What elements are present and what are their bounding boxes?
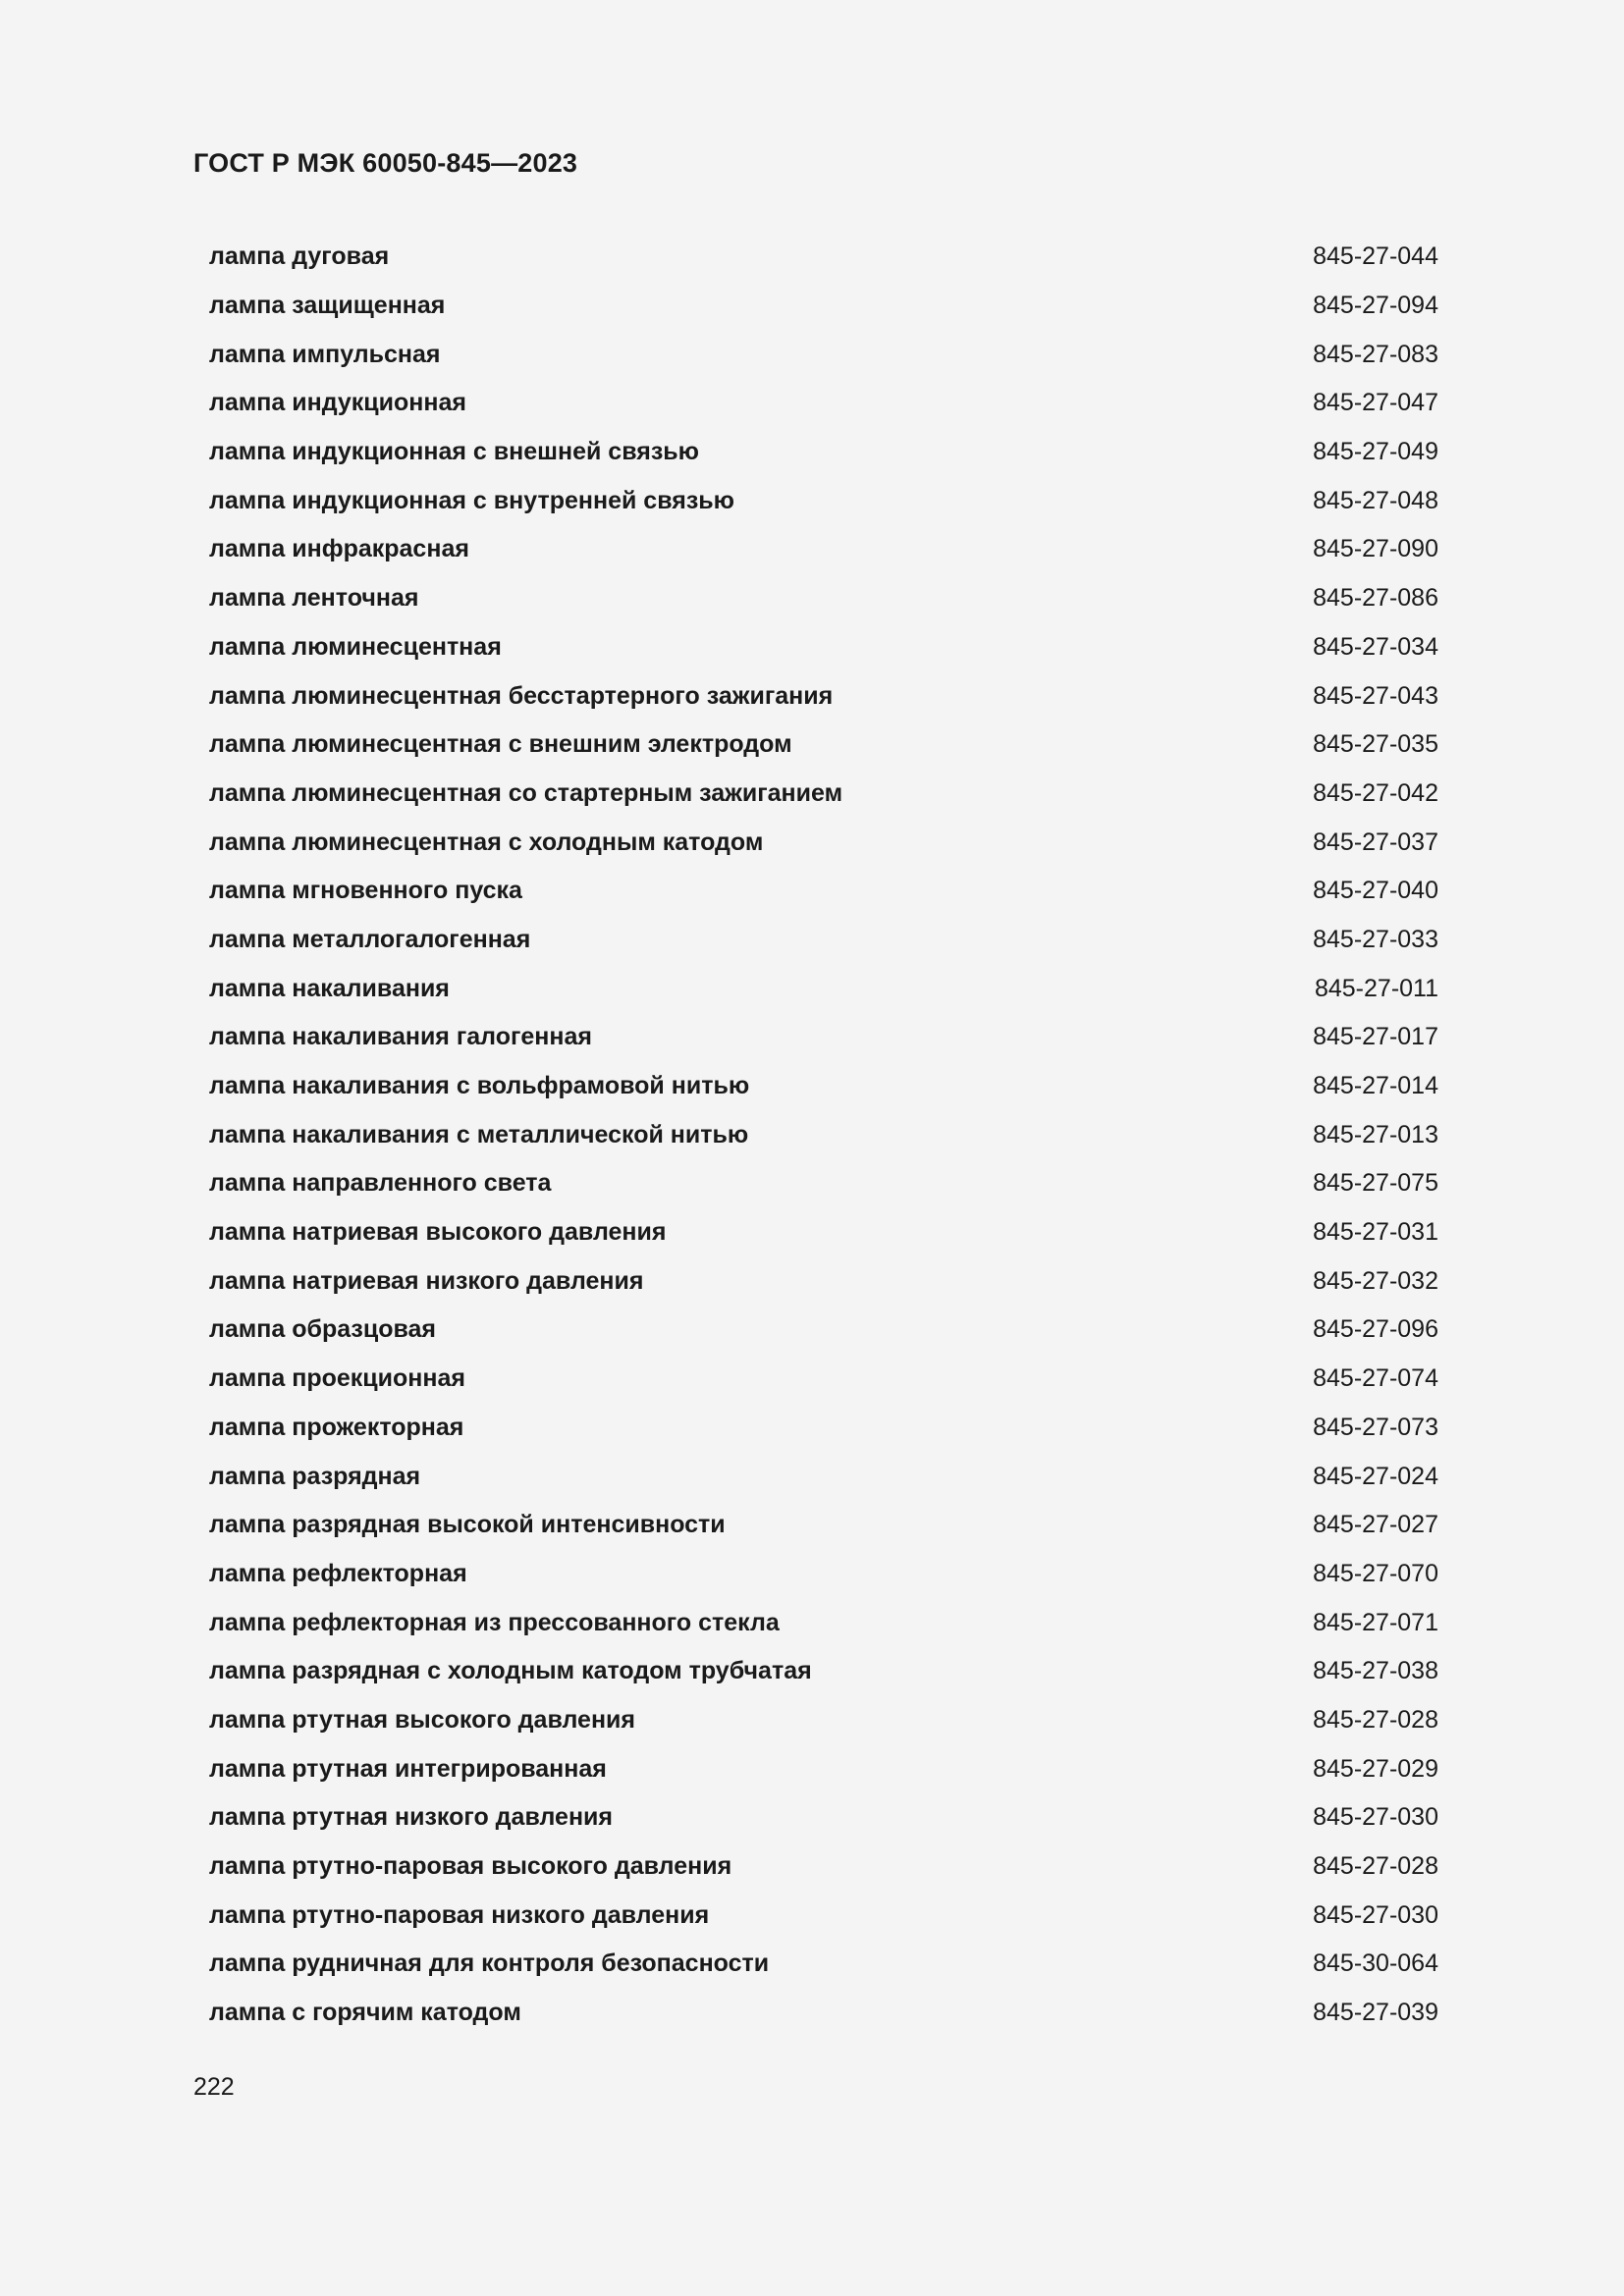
index-term: лампа накаливания (209, 974, 450, 1002)
index-code: 845-27-044 (1313, 242, 1438, 271)
index-term: лампа накаливания с металлической нитью (209, 1120, 749, 1148)
index-entry (209, 379, 1438, 428)
index-term: лампа направленного света (209, 1169, 552, 1198)
index-code: 845-27-073 (1313, 1413, 1438, 1441)
index-term: лампа инфракрасная (209, 535, 469, 563)
index-term: лампа натриевая высокого давления (209, 1218, 667, 1247)
index-term: лампа накаливания с вольфрамовой нитью (209, 1072, 750, 1100)
index-term: лампа люминесцентная (209, 632, 502, 661)
index-code: 845-27-075 (1313, 1169, 1438, 1198)
index-entry (209, 1696, 1438, 1745)
index-entry (209, 1452, 1438, 1501)
index-entry (209, 282, 1438, 331)
index-entry (209, 721, 1438, 770)
index-code: 845-27-014 (1313, 1072, 1438, 1100)
index-term: лампа прожекторная (209, 1413, 464, 1441)
index-code: 845-27-047 (1313, 389, 1438, 417)
index-entry (209, 1355, 1438, 1404)
index-entry (209, 964, 1438, 1013)
index-term: лампа люминесцентная с холодным катодом (209, 828, 764, 856)
index-entry (209, 671, 1438, 721)
index-entry (209, 1744, 1438, 1793)
index-code: 845-27-031 (1313, 1218, 1438, 1247)
index-term: лампа разрядная с холодным катодом трубчатая (209, 1657, 812, 1685)
index-code: 845-27-011 (1314, 974, 1438, 1002)
index-entry (209, 428, 1438, 477)
index-entry (209, 1891, 1438, 1940)
index-term: лампа защищенная (209, 292, 446, 320)
index-code: 845-27-034 (1313, 632, 1438, 661)
index-entry (209, 1404, 1438, 1453)
index-code: 845-30-064 (1313, 1949, 1438, 1978)
index-code: 845-27-039 (1313, 1999, 1438, 2027)
index-code: 845-27-030 (1313, 1803, 1438, 1832)
index-code: 845-27-024 (1313, 1462, 1438, 1490)
index-code: 845-27-029 (1313, 1754, 1438, 1783)
index-code: 845-27-074 (1313, 1364, 1438, 1393)
index-code: 845-27-037 (1313, 828, 1438, 856)
index-term: лампа люминесцентная со стартерным зажиганием (209, 778, 843, 807)
index-entry (209, 330, 1438, 379)
index-code: 845-27-027 (1313, 1511, 1438, 1539)
index-code: 845-27-070 (1313, 1559, 1438, 1587)
index-term: лампа ртутная высокого давления (209, 1705, 635, 1734)
index-code: 845-27-042 (1313, 778, 1438, 807)
index-term: лампа ртутно-паровая низкого давления (209, 1900, 710, 1929)
index-term: лампа разрядная (209, 1462, 421, 1490)
index-term: лампа импульсная (209, 340, 441, 368)
index-entry (209, 1306, 1438, 1355)
index-term: лампа накаливания галогенная (209, 1023, 592, 1051)
index-code: 845-27-017 (1313, 1023, 1438, 1051)
document-header: ГОСТ Р МЭК 60050-845—2023 (193, 148, 578, 178)
index-code: 845-27-048 (1313, 486, 1438, 514)
index-entry (209, 233, 1438, 282)
index-code: 845-27-094 (1313, 292, 1438, 320)
index-term: лампа ртутная низкого давления (209, 1803, 613, 1832)
index-code: 845-27-038 (1313, 1657, 1438, 1685)
index-entry (209, 1110, 1438, 1159)
index-entry (209, 1208, 1438, 1257)
index-entry (209, 574, 1438, 623)
index-code: 845-27-049 (1313, 438, 1438, 466)
index-term: лампа образцовая (209, 1315, 437, 1344)
index-entry (209, 818, 1438, 867)
index-entry (209, 1062, 1438, 1111)
index-term: лампа люминесцентная с внешним электродом (209, 730, 792, 759)
page-number: 222 (193, 2073, 235, 2101)
index-code: 845-27-040 (1313, 877, 1438, 905)
index-term: лампа индукционная с внешней связью (209, 438, 699, 466)
index-term: лампа ртутная интегрированная (209, 1754, 607, 1783)
index-code: 845-27-090 (1313, 535, 1438, 563)
index-entry (209, 623, 1438, 672)
index-term: лампа мгновенного пуска (209, 877, 522, 905)
index-term: лампа металлогалогенная (209, 925, 531, 953)
index-entry (209, 1501, 1438, 1550)
index-code: 845-27-028 (1313, 1852, 1438, 1881)
term-index-list (209, 233, 1438, 2037)
index-entry (209, 1598, 1438, 1647)
index-code: 845-27-086 (1313, 584, 1438, 613)
index-term: лампа рудничная для контроля безопасности (209, 1949, 770, 1978)
index-term: лампа с горячим катодом (209, 1999, 521, 2027)
index-term: лампа индукционная с внутренней связью (209, 486, 734, 514)
index-entry (209, 1989, 1438, 2038)
index-code: 845-27-096 (1313, 1315, 1438, 1344)
index-code: 845-27-035 (1313, 730, 1438, 759)
index-term: лампа рефлекторная (209, 1559, 467, 1587)
index-code: 845-27-071 (1313, 1608, 1438, 1636)
index-entry (209, 1793, 1438, 1842)
index-entry (209, 1842, 1438, 1892)
index-entry (209, 525, 1438, 574)
index-code: 845-27-043 (1313, 681, 1438, 710)
index-entry (209, 1256, 1438, 1306)
index-entry (209, 1647, 1438, 1696)
index-term: лампа ленточная (209, 584, 419, 613)
index-code: 845-27-083 (1313, 340, 1438, 368)
index-entry (209, 476, 1438, 525)
index-entry (209, 1940, 1438, 1989)
index-term: лампа дуговая (209, 242, 390, 271)
index-term: лампа ртутно-паровая высокого давления (209, 1852, 732, 1881)
index-term: лампа рефлекторная из прессованного стекла (209, 1608, 780, 1636)
index-code: 845-27-030 (1313, 1900, 1438, 1929)
index-code: 845-27-028 (1313, 1705, 1438, 1734)
index-term: лампа люминесцентная бесстартерного зажигания (209, 681, 834, 710)
index-code: 845-27-032 (1313, 1266, 1438, 1295)
index-entry (209, 916, 1438, 965)
index-term: лампа индукционная (209, 389, 466, 417)
index-term: лампа натриевая низкого давления (209, 1266, 644, 1295)
index-code: 845-27-033 (1313, 925, 1438, 953)
index-entry (209, 1550, 1438, 1599)
index-entry (209, 770, 1438, 819)
index-term: лампа разрядная высокой интенсивности (209, 1511, 726, 1539)
index-code: 845-27-013 (1313, 1120, 1438, 1148)
index-entry (209, 1159, 1438, 1208)
index-entry (209, 1013, 1438, 1062)
index-entry (209, 867, 1438, 916)
index-term: лампа проекционная (209, 1364, 465, 1393)
